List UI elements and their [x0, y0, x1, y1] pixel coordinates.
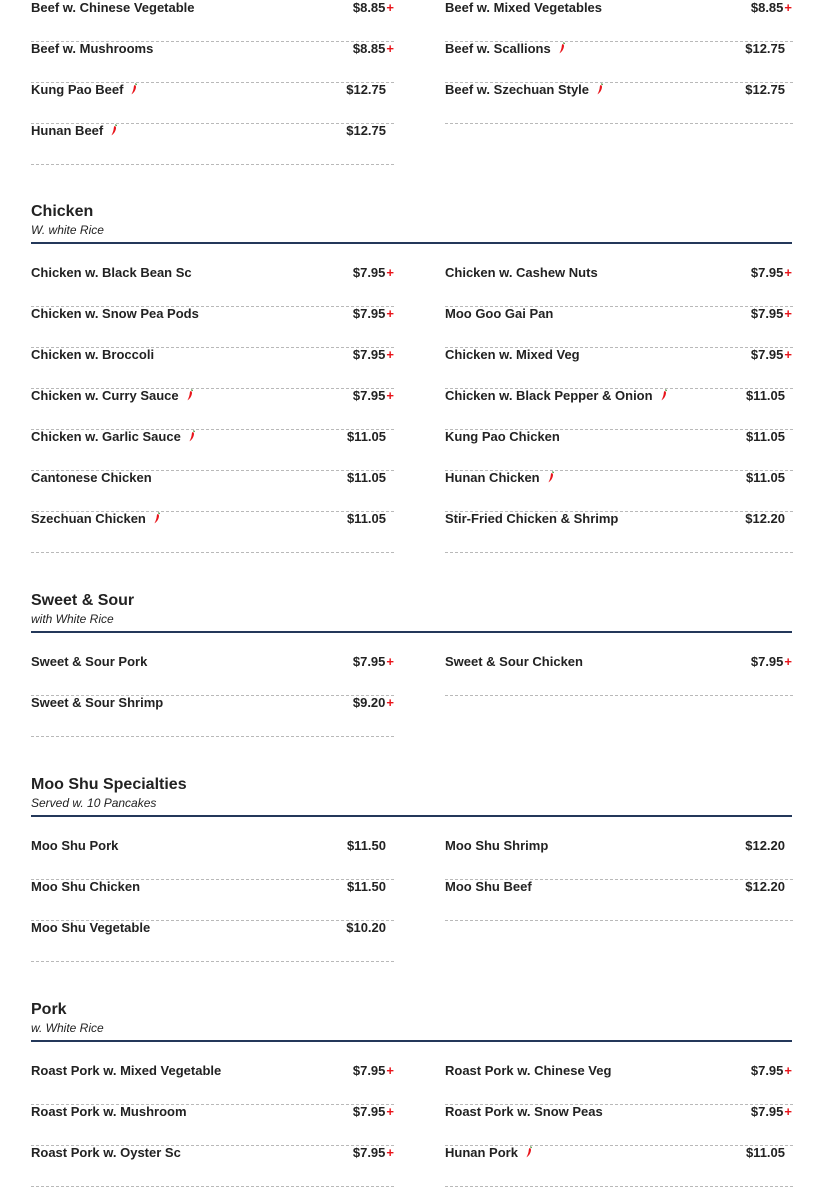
item-name-text: Roast Pork w. Oyster Sc [31, 1145, 181, 1160]
chili-pepper-icon [110, 124, 118, 136]
item-name-text: Roast Pork w. Mixed Vegetable [31, 1063, 222, 1078]
item-price [746, 430, 785, 444]
menu-item-kung-pao-beef[interactable] [31, 83, 394, 124]
item-name-text: Sweet & Sour Chicken [445, 654, 583, 669]
item-name-text: Cantonese Chicken [31, 470, 152, 485]
item-name-text: Roast Pork w. Chinese Veg [445, 1063, 612, 1078]
item-name [445, 880, 532, 894]
item-name [31, 83, 138, 97]
item-name-text: Moo Shu Vegetable [31, 920, 151, 935]
menu-item-cantonese-chicken[interactable] [31, 471, 394, 512]
section-title-sweet-and-sour: Sweet & Sour [31, 592, 135, 609]
item-name-text: Moo Shu Pork [31, 838, 119, 853]
item-name [31, 1, 195, 15]
menu-item-moo-shu-beef[interactable] [445, 880, 793, 921]
item-price [751, 266, 792, 280]
menu-item-stir-fried-chicken-and-shrimp[interactable] [445, 512, 793, 553]
item-price [353, 307, 394, 321]
item-name-text: Chicken w. Black Bean Sc [31, 265, 192, 280]
item-price [346, 921, 386, 935]
item-price-value: $11.05 [745, 470, 785, 485]
item-price-value: $7.95 [750, 347, 784, 362]
chili-pepper-icon [547, 471, 555, 483]
menu-item-chicken-w-mixed-veg[interactable] [445, 348, 793, 389]
menu-item-beef-w-chinese-vegetable[interactable] [31, 1, 394, 42]
menu-item-moo-shu-pork[interactable] [31, 839, 394, 880]
item-price [751, 1, 792, 15]
item-price-value: $8.85 [750, 0, 784, 15]
more-options-plus[interactable]: + [784, 265, 792, 280]
item-name-text: Hunan Beef [31, 123, 104, 138]
menu-item-chicken-w-cashew-nuts[interactable] [445, 266, 793, 307]
item-price [346, 83, 386, 97]
section-divider [31, 1040, 792, 1042]
item-name-text: Roast Pork w. Mushroom [31, 1104, 187, 1119]
menu-item-chicken-w-broccoli[interactable] [31, 348, 394, 389]
item-price [353, 266, 394, 280]
item-price [751, 1064, 792, 1078]
item-price [746, 471, 785, 485]
item-price [347, 512, 386, 526]
item-name [445, 1105, 603, 1119]
chili-pepper-icon [130, 83, 138, 95]
item-name-text: Szechuan Chicken [31, 511, 146, 526]
item-price [347, 430, 386, 444]
chili-pepper-icon [188, 430, 196, 442]
item-name-text: Stir-Fried Chicken & Shrimp [445, 511, 619, 526]
item-name [445, 348, 580, 362]
section-subtitle: w. White Rice [31, 1021, 104, 1035]
item-price [347, 839, 386, 853]
chili-pepper-icon [186, 389, 194, 401]
item-name-text: Beef w. Chinese Vegetable [31, 0, 195, 15]
section-subtitle: W. white Rice [31, 223, 104, 237]
item-price [347, 880, 386, 894]
item-price [751, 655, 792, 669]
chili-pepper-icon [525, 1146, 533, 1158]
item-name-text: Moo Shu Chicken [31, 879, 141, 894]
item-price [353, 1105, 394, 1119]
more-options-plus[interactable]: + [784, 347, 792, 362]
item-name [31, 42, 153, 56]
item-name [31, 921, 150, 935]
section-divider [31, 815, 792, 817]
item-price-value: $7.95 [352, 1145, 386, 1160]
item-name-text: Chicken w. Black Pepper & Onion [445, 388, 653, 403]
menu-item-chicken-w-black-bean-sc[interactable] [31, 266, 394, 307]
menu-item-beef-w-mushrooms[interactable] [31, 42, 394, 83]
menu-item-sweet-and-sour-chicken[interactable] [445, 655, 793, 696]
more-options-plus[interactable]: + [386, 1063, 394, 1078]
item-name [31, 471, 152, 485]
item-name [31, 430, 196, 444]
menu-item-chicken-w-black-pepper-and-onion[interactable] [445, 389, 793, 430]
item-price [353, 1, 394, 15]
item-price-value: $11.05 [745, 1145, 785, 1160]
item-name [31, 655, 147, 669]
menu-item-roast-pork-w-snow-peas[interactable] [445, 1105, 793, 1146]
item-name [31, 880, 140, 894]
menu-item-chicken-w-snow-pea-pods[interactable] [31, 307, 394, 348]
item-price [746, 389, 785, 403]
item-price [745, 512, 785, 526]
item-name [445, 430, 560, 444]
item-price-value: $8.85 [352, 0, 386, 15]
more-options-plus[interactable]: + [784, 654, 792, 669]
item-price-value: $7.95 [352, 388, 386, 403]
menu-item-hunan-beef[interactable] [31, 124, 394, 165]
item-name-text: Moo Goo Gai Pan [445, 306, 554, 321]
item-price-value: $11.05 [745, 388, 785, 403]
section-subtitle: with White Rice [31, 612, 114, 626]
item-name [445, 389, 668, 403]
item-price-value: $7.95 [352, 654, 386, 669]
more-options-plus[interactable]: + [784, 0, 792, 15]
chili-pepper-icon [596, 83, 604, 95]
item-name-text: Chicken w. Broccoli [31, 347, 155, 362]
item-price [353, 42, 394, 56]
item-name [445, 471, 555, 485]
item-price-value: $12.20 [745, 511, 785, 526]
menu-item-beef-w-szechuan-style[interactable] [445, 83, 793, 124]
more-options-plus[interactable]: + [386, 1145, 394, 1160]
item-price-value: $12.75 [745, 82, 785, 97]
more-options-plus[interactable]: + [386, 306, 394, 321]
menu-item-roast-pork-w-chinese-veg[interactable] [445, 1064, 793, 1105]
item-price-value: $12.75 [346, 82, 386, 97]
item-price [353, 389, 394, 403]
item-name [31, 839, 118, 853]
item-name-text: Beef w. Scallions [445, 41, 551, 56]
menu-item-sweet-and-sour-shrimp[interactable] [31, 696, 394, 737]
item-price-value: $7.95 [750, 306, 784, 321]
item-name [31, 348, 154, 362]
more-options-plus[interactable]: + [784, 1104, 792, 1119]
item-name-text: Hunan Pork [445, 1145, 518, 1160]
item-price-value: $7.95 [352, 265, 386, 280]
item-price-value: $7.95 [352, 306, 386, 321]
item-name [31, 389, 194, 403]
item-name-text: Moo Shu Beef [445, 879, 532, 894]
chili-pepper-icon [153, 512, 161, 524]
item-name [31, 512, 161, 526]
item-name [445, 266, 598, 280]
menu-item-beef-w-scallions[interactable] [445, 42, 793, 83]
item-name-text: Beef w. Szechuan Style [445, 82, 590, 97]
item-name [445, 83, 604, 97]
item-name [445, 1, 602, 15]
item-name-text: Sweet & Sour Shrimp [31, 695, 164, 710]
item-price [751, 1105, 792, 1119]
item-name [445, 42, 566, 56]
item-price-value: $12.20 [745, 879, 785, 894]
item-price [346, 124, 386, 138]
item-price-value: $7.95 [352, 1104, 386, 1119]
item-name-text: Chicken w. Garlic Sauce [31, 429, 181, 444]
item-price-value: $7.95 [750, 654, 784, 669]
menu-item-kung-pao-chicken[interactable] [445, 430, 793, 471]
item-price-value: $7.95 [750, 1063, 784, 1078]
item-name-text: Hunan Chicken [445, 470, 540, 485]
item-name [445, 1146, 533, 1160]
section-divider [31, 242, 792, 244]
more-options-plus[interactable]: + [784, 1063, 792, 1078]
item-name [31, 1105, 187, 1119]
item-name-text: Kung Pao Chicken [445, 429, 560, 444]
menu-item-roast-pork-w-mixed-vegetable[interactable] [31, 1064, 394, 1105]
menu-item-szechuan-chicken[interactable] [31, 512, 394, 553]
chili-pepper-icon [660, 389, 668, 401]
item-name-text: Moo Shu Shrimp [445, 838, 549, 853]
item-price [353, 348, 394, 362]
item-name-text: Sweet & Sour Pork [31, 654, 148, 669]
more-options-plus[interactable]: + [784, 306, 792, 321]
item-price-value: $10.20 [346, 920, 386, 935]
section-divider [31, 631, 792, 633]
menu-item-sweet-and-sour-pork[interactable] [31, 655, 394, 696]
item-name-text: Chicken w. Curry Sauce [31, 388, 179, 403]
item-price [353, 655, 394, 669]
item-price [353, 1064, 394, 1078]
item-name [31, 307, 199, 321]
item-price [745, 880, 785, 894]
item-name [31, 266, 192, 280]
menu-item-roast-pork-w-mushroom[interactable] [31, 1105, 394, 1146]
more-options-plus[interactable]: + [386, 695, 394, 710]
menu-item-beef-w-mixed-vegetables[interactable] [445, 1, 793, 42]
item-price [746, 1146, 785, 1160]
item-price-value: $7.95 [750, 1104, 784, 1119]
chili-pepper-icon [558, 42, 566, 54]
item-price [745, 839, 785, 853]
item-price-value: $11.50 [346, 879, 386, 894]
item-name-text: Chicken w. Snow Pea Pods [31, 306, 199, 321]
item-price-value: $11.50 [346, 838, 386, 853]
item-price [347, 471, 386, 485]
item-name-text: Beef w. Mushrooms [31, 41, 154, 56]
item-price [353, 696, 394, 710]
item-price [751, 307, 792, 321]
menu-item-chicken-w-curry-sauce[interactable] [31, 389, 394, 430]
item-price-value: $12.75 [346, 123, 386, 138]
item-name [31, 1146, 181, 1160]
more-options-plus[interactable]: + [386, 1104, 394, 1119]
item-price-value: $11.05 [346, 470, 386, 485]
more-options-plus[interactable]: + [386, 0, 394, 15]
item-name-text: Chicken w. Cashew Nuts [445, 265, 598, 280]
menu-item-roast-pork-w-oyster-sc[interactable] [31, 1146, 394, 1187]
menu-item-moo-goo-gai-pan[interactable] [445, 307, 793, 348]
menu-item-hunan-chicken[interactable] [445, 471, 793, 512]
item-name-text: Chicken w. Mixed Veg [445, 347, 580, 362]
item-price-value: $7.95 [352, 347, 386, 362]
item-price-value: $12.20 [745, 838, 785, 853]
item-name [445, 512, 618, 526]
section-title-pork: Pork [31, 1001, 67, 1018]
section-title-chicken: Chicken [31, 203, 94, 220]
section-subtitle: Served w. 10 Pancakes [31, 796, 157, 810]
more-options-plus[interactable]: + [386, 388, 394, 403]
item-name [31, 696, 163, 710]
more-options-plus[interactable]: + [386, 654, 394, 669]
item-price-value: $11.05 [745, 429, 785, 444]
item-name [31, 1064, 221, 1078]
item-name [445, 839, 548, 853]
item-name-text: Beef w. Mixed Vegetables [445, 0, 603, 15]
item-price-value: $7.95 [750, 265, 784, 280]
more-options-plus[interactable]: + [386, 347, 394, 362]
more-options-plus[interactable]: + [386, 41, 394, 56]
menu-item-moo-shu-shrimp[interactable] [445, 839, 793, 880]
item-name [31, 124, 118, 138]
item-name-text: Roast Pork w. Snow Peas [445, 1104, 603, 1119]
section-title-moo-shu-specialties: Moo Shu Specialties [31, 776, 187, 793]
item-price-value: $7.95 [352, 1063, 386, 1078]
item-price [751, 348, 792, 362]
item-name [445, 307, 553, 321]
menu-item-moo-shu-chicken[interactable] [31, 880, 394, 921]
item-price-value: $8.85 [352, 41, 386, 56]
item-price-value: $11.05 [346, 511, 386, 526]
item-price [353, 1146, 394, 1160]
item-name [445, 1064, 611, 1078]
menu-item-chicken-w-garlic-sauce[interactable] [31, 430, 394, 471]
item-price-value: $9.20 [352, 695, 386, 710]
more-options-plus[interactable]: + [386, 265, 394, 280]
item-name-text: Kung Pao Beef [31, 82, 124, 97]
menu-item-hunan-pork[interactable] [445, 1146, 793, 1187]
item-price [745, 83, 785, 97]
item-price-value: $12.75 [745, 41, 785, 56]
menu-item-moo-shu-vegetable[interactable] [31, 921, 394, 962]
item-price-value: $11.05 [346, 429, 386, 444]
item-price [745, 42, 785, 56]
item-name [445, 655, 583, 669]
